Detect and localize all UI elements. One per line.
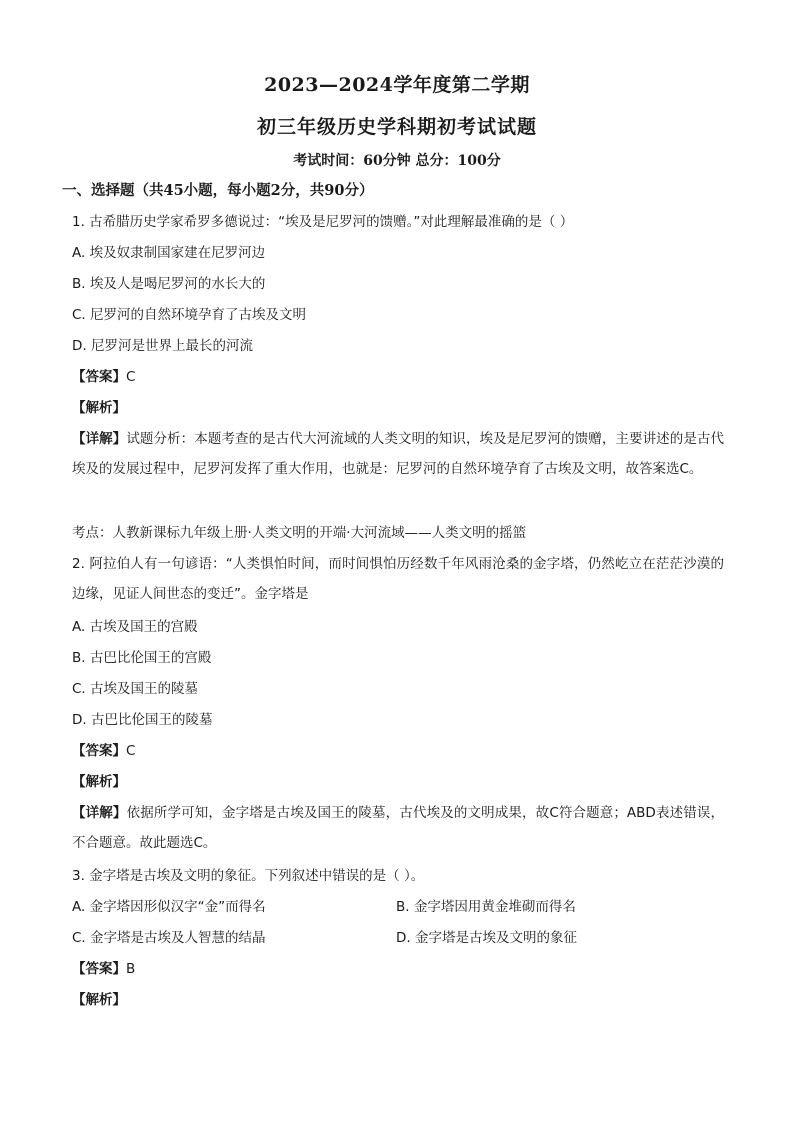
q3-option-c: C. 金字塔是古埃及人智慧的结晶 — [72, 930, 266, 946]
q2-stem: 2. 阿拉伯人有一句谚语：“人类惧怕时间，而时间惧怕历经数千年风雨沧桑的金字塔，仍然屹立在茫茫沙漠的边缘，见证人间世态的变迁”。金字塔是 — [72, 556, 724, 602]
q3-option-a: A. 金字塔因形似汉字“金”而得名 — [72, 899, 266, 915]
q2-option-c: C. 古埃及国王的陵墓 — [72, 681, 199, 697]
section-heading: 一、选择题（共45小题，每小题2分，共90分） — [62, 182, 374, 199]
q1-analysis-tag: 【解析】 — [72, 400, 126, 416]
exam-title: 初三年级历史学科期初考试试题 — [256, 116, 537, 138]
q1-detail — [72, 424, 724, 484]
q2-option-b: B. 古巴比伦国王的宫殿 — [72, 650, 212, 666]
q3-stem: 3. 金字塔是古埃及文明的象征。下列叙述中错误的是（ ）。 — [72, 868, 425, 884]
q1-stem: 1. 古希腊历史学家希罗多德说过：“埃及是尼罗河的馈赠。”对此理解最准确的是（ ） — [72, 214, 574, 230]
q3-analysis-tag: 【解析】 — [72, 992, 126, 1008]
q1-option-a: A. 埃及奴隶制国家建在尼罗河边 — [72, 245, 266, 261]
detail-text: 依据所学可知，金字塔是古埃及国王的陵墓，古代埃及的文明成果，故C符合题意；ABD表述错误，不合题意。故此题选C。 — [72, 805, 725, 851]
detail-tag: 【详解】 — [72, 805, 127, 821]
detail-tag: 【详解】 — [72, 431, 127, 447]
q1-option-c: C. 尼罗河的自然环境孕育了古埃及文明 — [72, 307, 307, 323]
answer-value: B — [126, 961, 136, 977]
q2-detail — [72, 798, 724, 858]
q2-analysis-tag: 【解析】 — [72, 774, 126, 790]
q3-option-d: D. 金字塔是古埃及文明的象征 — [396, 930, 577, 946]
q3-option-b: B. 金字塔因用黄金堆砌而得名 — [396, 899, 576, 915]
exam-info: 考试时间：60分钟 总分：100分 — [293, 153, 501, 169]
q2-option-a: A. 古埃及国王的宫殿 — [72, 619, 198, 635]
answer-value: C — [126, 369, 136, 385]
answer-value: C — [126, 743, 136, 759]
q1-option-d: D. 尼罗河是世界上最长的河流 — [72, 338, 253, 354]
detail-text: 试题分析：本题考查的是古代大河流域的人类文明的知识，埃及是尼罗河的馈赠，主要讲述的是古代埃及的发展过程中，尼罗河发挥了重大作用，也就是：尼罗河的自然环境孕育了古埃及文明，故答案选C。 — [72, 431, 725, 477]
answer-tag: 【答案】 — [72, 961, 126, 977]
q1-answer — [72, 367, 724, 387]
answer-tag: 【答案】 — [72, 369, 126, 385]
q1-option-b: B. 埃及人是喝尼罗河的水长大的 — [72, 276, 266, 292]
answer-tag: 【答案】 — [72, 743, 126, 759]
q2-option-d: D. 古巴比伦国王的陵墓 — [72, 712, 213, 728]
q3-answer — [72, 959, 724, 979]
q2-answer — [72, 741, 724, 761]
q1-note: 考点：人教新课标九年级上册·人类文明的开端·大河流域——人类文明的摇篮 — [72, 525, 527, 541]
school-year-title: 2023—2024学年度第二学期 — [264, 74, 530, 96]
